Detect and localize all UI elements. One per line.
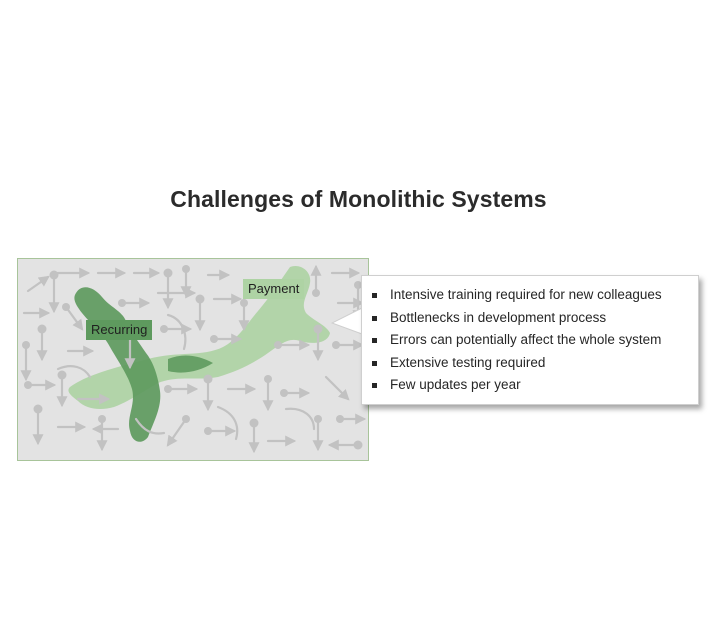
challenge-text: Bottlenecks in development process <box>390 309 607 325</box>
payment-label: Payment <box>243 279 304 299</box>
bullet-icon <box>372 293 377 298</box>
monolith-diagram <box>17 258 369 461</box>
bullet-icon <box>372 338 377 343</box>
challenge-text: Few updates per year <box>390 377 521 392</box>
challenges-list <box>362 276 698 397</box>
list-item <box>362 352 698 375</box>
recurring-module-blob <box>74 287 160 442</box>
list-item <box>362 374 698 397</box>
page-title: Challenges of Monolithic Systems <box>170 186 547 212</box>
list-item <box>362 307 698 330</box>
bullet-icon <box>372 383 377 388</box>
challenges-callout <box>361 275 699 405</box>
recurring-label: Recurring <box>86 320 152 340</box>
challenge-text: Errors can potentially affect the whole system <box>390 332 662 347</box>
list-item <box>362 329 698 352</box>
list-item <box>362 284 698 307</box>
challenge-text: Extensive testing required <box>390 354 546 370</box>
bullet-icon <box>372 316 377 321</box>
callout-pointer <box>331 307 363 335</box>
bullet-icon <box>372 361 377 366</box>
network-graph <box>18 259 369 461</box>
challenge-text: Intensive training required for new colleagues <box>390 287 662 302</box>
